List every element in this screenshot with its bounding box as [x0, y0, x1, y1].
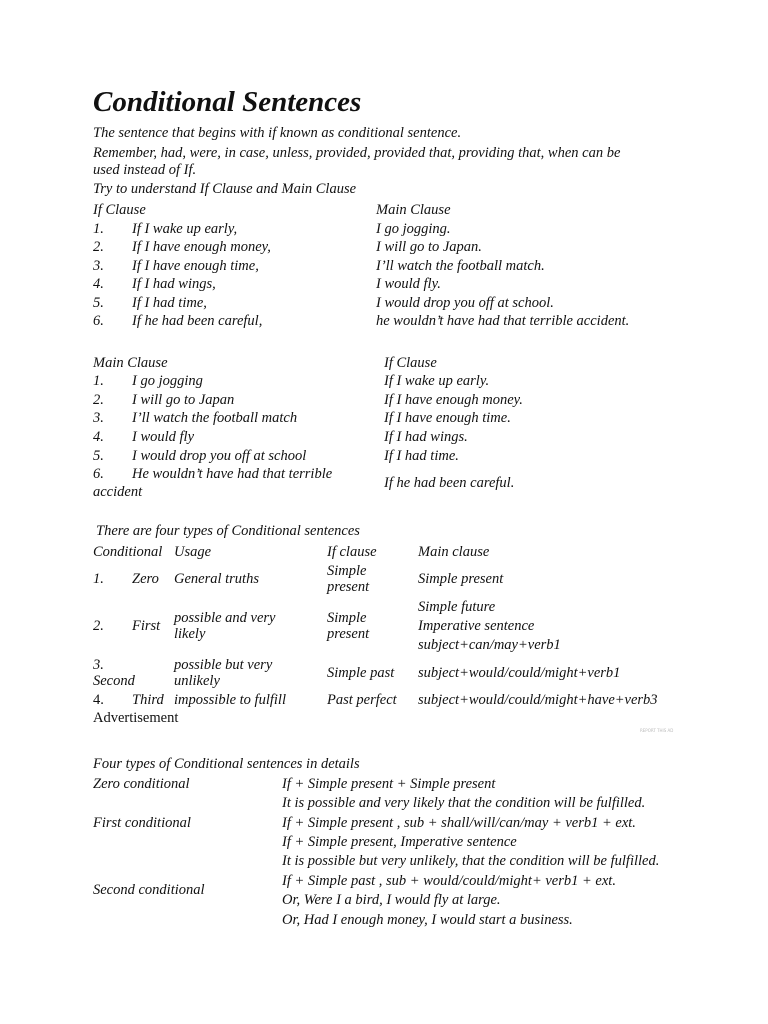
- types-row-usage-cont: unlikely: [174, 673, 220, 689]
- advertisement-label: Advertisement: [93, 710, 179, 726]
- if-clause-text: If I have enough time,: [132, 258, 259, 274]
- types-row-usage: possible and very: [174, 610, 276, 626]
- types-row-if-clause: Past perfect: [327, 692, 397, 708]
- types-row-number: 4.: [93, 692, 104, 708]
- table2-row: [93, 447, 306, 465]
- row-number: 3.: [93, 258, 104, 274]
- types-row-if-clause: Simple: [327, 563, 367, 579]
- main-clause-text: I will go to Japan.: [376, 239, 482, 255]
- main-clause-continuation: accident: [93, 484, 143, 500]
- types-row-main-clause: subject+would/could/might+verb1: [418, 665, 621, 681]
- types-row-main-clause-2: Imperative sentence: [418, 618, 535, 634]
- if-clause-text: If I had wings.: [384, 429, 468, 445]
- second-conditional-label: Second conditional: [93, 882, 205, 898]
- if-clause-text: If he had been careful,: [132, 313, 263, 329]
- row-number: 4.: [93, 276, 104, 292]
- if-clause-text: If I have enough money.: [384, 392, 523, 408]
- row-number: 6.: [93, 466, 104, 482]
- types-row-if-clause: Simple: [327, 610, 367, 626]
- table1-row: [93, 257, 259, 275]
- main-clause-text: I would drop you off at school.: [376, 295, 554, 311]
- table1-left-header: If Clause: [93, 202, 146, 218]
- table2-row: [93, 372, 203, 390]
- table1-row: [93, 238, 271, 256]
- types-header-main-clause: Main clause: [418, 544, 490, 560]
- first-conditional-formula-2: If + Simple present, Imperative sentence: [282, 834, 517, 850]
- table2-right-header: If Clause: [384, 355, 437, 371]
- types-row-usage: possible but very: [174, 657, 273, 673]
- types-row-usage: impossible to fulfill: [174, 692, 286, 708]
- main-clause-text: I’ll watch the football match: [132, 410, 298, 426]
- row-number: 1.: [93, 221, 104, 237]
- if-clause-text: If he had been careful.: [384, 475, 515, 491]
- main-clause-text: he wouldn’t have had that terrible accident.: [376, 313, 630, 329]
- types-row-name: Zero: [132, 571, 159, 587]
- types-row-number: 2.: [93, 618, 104, 634]
- table1-row: [93, 275, 216, 293]
- row-number: 2.: [93, 392, 104, 408]
- types-row-usage: General truths: [174, 571, 259, 587]
- types-row-main-clause: Simple present: [418, 571, 504, 587]
- zero-conditional-formula: If + Simple present + Simple present: [282, 776, 496, 792]
- types-heading: There are four types of Conditional sentences: [96, 523, 360, 539]
- types-row-main-clause: Simple future: [418, 599, 496, 615]
- intro-paragraph-3: Try to understand If Clause and Main Clause: [93, 181, 357, 197]
- second-conditional-formula: If + Simple past , sub + would/could/might+ verb1 + ext.: [282, 873, 616, 889]
- types-row-number: 1.: [93, 571, 104, 587]
- types-header-conditional: Conditional: [93, 544, 163, 560]
- main-clause-text: I go jogging.: [376, 221, 451, 237]
- intro-paragraph-1: The sentence that begins with if known as conditional sentence.: [93, 125, 462, 141]
- table2-row: [93, 409, 297, 427]
- types-row-name: Second: [93, 673, 135, 689]
- types-row-number: 3.: [93, 657, 104, 673]
- page-title: Conditional Sentences: [93, 86, 362, 118]
- main-clause-text: I would fly: [132, 429, 195, 445]
- row-number: 5.: [93, 448, 104, 464]
- types-row-if-clause-cont: present: [327, 579, 370, 595]
- if-clause-text: If I had time,: [132, 295, 207, 311]
- first-conditional-note: It is possible but very unlikely, that the condition will be fulfilled.: [282, 853, 660, 869]
- row-number: 6.: [93, 313, 104, 329]
- table2-row: [93, 428, 194, 446]
- if-clause-text: If I had wings,: [132, 276, 216, 292]
- table1-right-header: Main Clause: [376, 202, 451, 218]
- report-ad-link[interactable]: REPORT THIS AD: [640, 728, 674, 733]
- details-heading: Four types of Conditional sentences in details: [93, 756, 360, 772]
- types-row-name: First: [132, 618, 161, 634]
- table1-row: [93, 312, 262, 330]
- types-header-usage: Usage: [174, 544, 212, 560]
- row-number: 2.: [93, 239, 104, 255]
- row-number: 4.: [93, 429, 104, 445]
- if-clause-text: If I have enough time.: [384, 410, 511, 426]
- main-clause-text: I will go to Japan: [132, 392, 235, 408]
- if-clause-text: If I wake up early.: [384, 373, 490, 389]
- zero-conditional-note: It is possible and very likely that the condition will be fulfilled.: [282, 795, 646, 811]
- first-conditional-label: First conditional: [93, 815, 191, 831]
- first-conditional-formula: If + Simple present , sub + shall/will/can/may + verb1 + ext.: [282, 815, 636, 831]
- table2-row: [93, 465, 332, 483]
- main-clause-text: I would drop you off at school: [132, 448, 307, 464]
- row-number: 3.: [93, 410, 104, 426]
- second-conditional-example-1: Or, Were I a bird, I would fly at large.: [282, 892, 501, 908]
- main-clause-text: I’ll watch the football match.: [376, 258, 545, 274]
- types-row-name: Third: [132, 692, 164, 708]
- types-row-usage-cont: likely: [174, 626, 206, 642]
- table1-row: [93, 220, 237, 238]
- row-number: 5.: [93, 295, 104, 311]
- intro-paragraph-2-line-2: used instead of If.: [93, 162, 197, 178]
- second-conditional-example-2: Or, Had I enough money, I would start a business.: [282, 912, 573, 928]
- types-row-main-clause-3: subject+can/may+verb1: [418, 637, 561, 653]
- main-clause-text: He wouldn’t have had that terrible: [132, 466, 333, 482]
- intro-paragraph-2-line-1: Remember, had, were, in case, unless, provided, provided that, providing that, when can be: [93, 145, 621, 161]
- if-clause-text: If I had time.: [384, 448, 459, 464]
- table2-row: [93, 391, 234, 409]
- table2-left-header: Main Clause: [93, 355, 168, 371]
- table1-row: [93, 294, 207, 312]
- if-clause-text: If I wake up early,: [132, 221, 238, 237]
- row-number: 1.: [93, 373, 104, 389]
- if-clause-text: If I have enough money,: [132, 239, 271, 255]
- main-clause-text: I go jogging: [132, 373, 203, 389]
- zero-conditional-label: Zero conditional: [93, 776, 190, 792]
- types-header-if-clause: If clause: [327, 544, 377, 560]
- types-row-if-clause: Simple past: [327, 665, 395, 681]
- types-row-main-clause: subject+would/could/might+have+verb3: [418, 692, 658, 708]
- types-row-if-clause-cont: present: [327, 626, 370, 642]
- main-clause-text: I would fly.: [376, 276, 441, 292]
